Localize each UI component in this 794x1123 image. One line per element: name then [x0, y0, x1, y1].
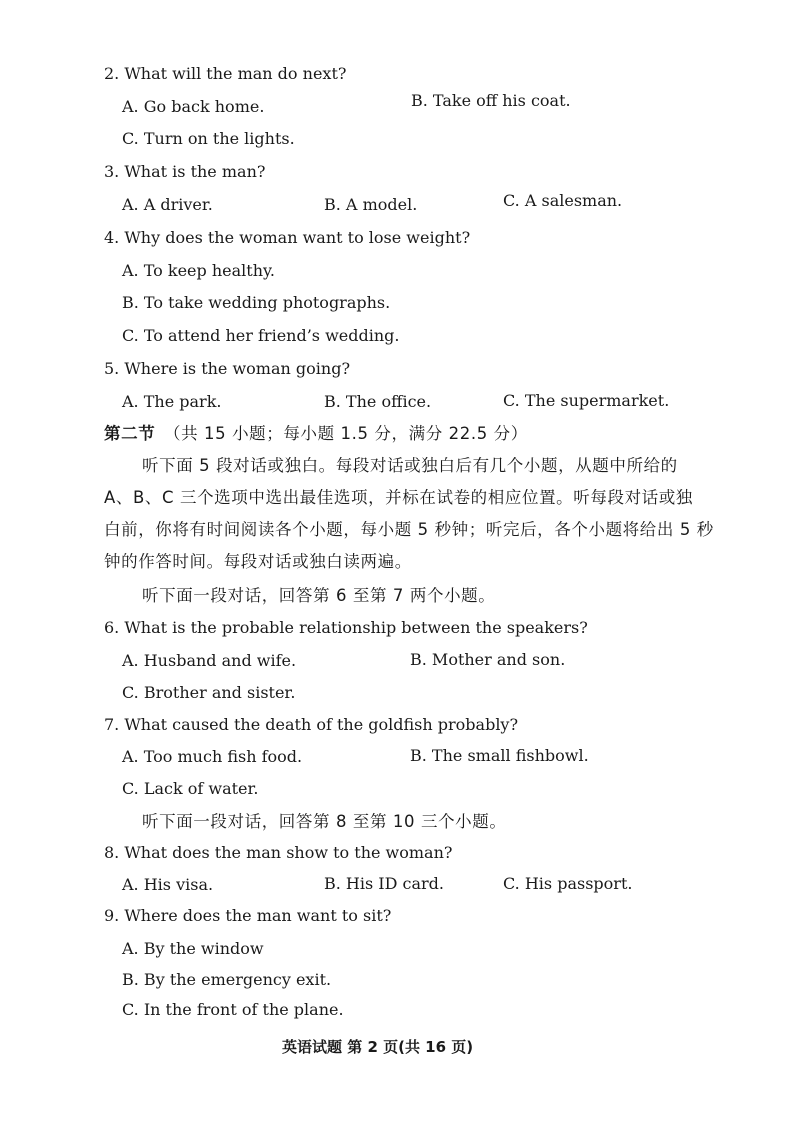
question-3-option-a: A. A driver.	[122, 195, 213, 214]
page-footer: 英语试题 第 2 页(共 16 页)	[282, 1038, 474, 1056]
section-title: 第二节	[104, 424, 156, 443]
dialog-note-8-10: 听下面一段对话，回答第 8 至第 10 三个小题。	[142, 812, 507, 831]
question-3-option-b: B. A model.	[324, 195, 418, 214]
instruction-line-3: 白前，你将有时间阅读各个小题，每小题 5 秒钟；听完后，各个小题将给出 5 秒	[104, 520, 714, 539]
question-4-option-b: B. To take wedding photographs.	[122, 293, 391, 312]
question-9-option-a: A. By the window	[122, 939, 264, 958]
question-7-stem: 7. What caused the death of the goldfish probably?	[104, 715, 519, 734]
question-9-stem: 9. Where does the man want to sit?	[104, 906, 392, 925]
section-score-note: （共 15 小题；每小题 1.5 分，满分 22.5 分）	[164, 424, 528, 443]
question-2-option-a: A. Go back home.	[122, 97, 265, 116]
question-7-option-a: A. Too much fish food.	[122, 747, 303, 766]
question-4-option-c: C. To attend her friend’s wedding.	[122, 326, 400, 345]
question-5-stem: 5. Where is the woman going?	[104, 359, 351, 378]
question-5-option-b: B. The office.	[324, 392, 432, 411]
question-9-option-b: B. By the emergency exit.	[122, 970, 332, 989]
question-2-option-c: C. Turn on the lights.	[122, 129, 295, 148]
question-3-stem: 3. What is the man?	[104, 162, 266, 181]
instruction-line-2: A、B、C 三个选项中选出最佳选项，并标在试卷的相应位置。听每段对话或独	[104, 488, 693, 507]
dialog-note-6-7: 听下面一段对话，回答第 6 至第 7 两个小题。	[142, 586, 496, 605]
instruction-line-1: 听下面 5 段对话或独白。每段对话或独白后有几个小题，从题中所给的	[142, 456, 678, 475]
question-4-stem: 4. Why does the woman want to lose weight?	[104, 228, 471, 247]
question-6-option-a: A. Husband and wife.	[122, 651, 297, 670]
question-2-option-b: B. Take off his coat.	[411, 91, 571, 110]
question-8-option-c: C. His passport.	[503, 874, 633, 893]
question-5-option-a: A. The park.	[122, 392, 222, 411]
question-6-stem: 6. What is the probable relationship between the speakers?	[104, 618, 588, 637]
question-8-option-b: B. His ID card.	[324, 874, 445, 893]
question-8-option-a: A. His visa.	[122, 875, 214, 894]
instruction-line-4: 钟的作答时间。每段对话或独白读两遍。	[104, 552, 412, 571]
question-9-option-c: C. In the front of the plane.	[122, 1000, 344, 1019]
question-8-stem: 8. What does the man show to the woman?	[104, 843, 453, 862]
question-5-option-c: C. The supermarket.	[503, 391, 670, 410]
question-6-option-b: B. Mother and son.	[410, 650, 566, 669]
question-7-option-b: B. The small fishbowl.	[410, 746, 589, 765]
question-3-option-c: C. A salesman.	[503, 191, 623, 210]
question-7-option-c: C. Lack of water.	[122, 779, 259, 798]
question-4-option-a: A. To keep healthy.	[122, 261, 275, 280]
question-6-option-c: C. Brother and sister.	[122, 683, 296, 702]
question-2-stem: 2. What will the man do next?	[104, 64, 347, 83]
